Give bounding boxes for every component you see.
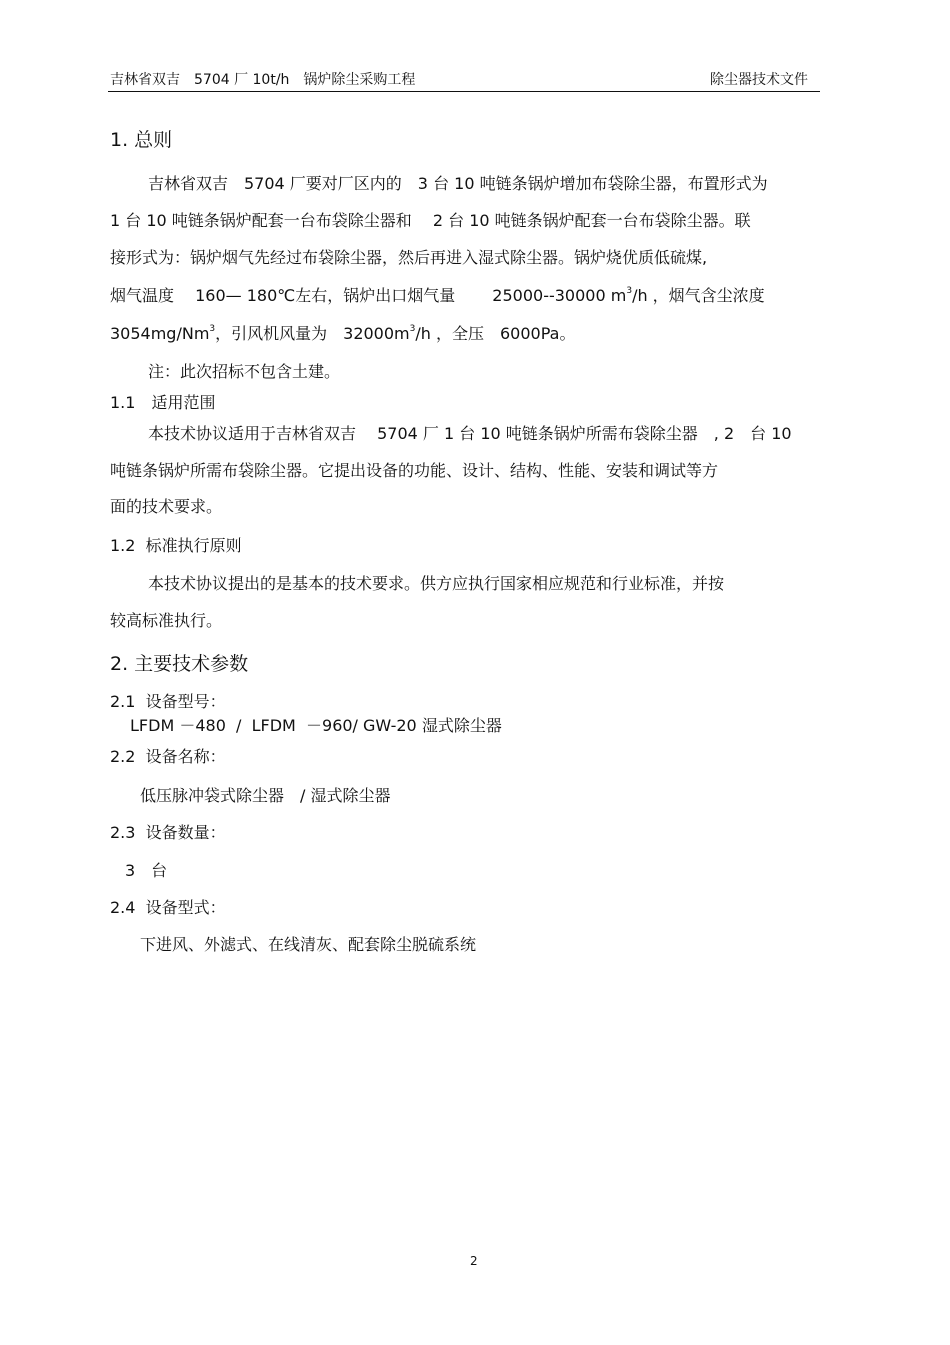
superscript: 3 <box>409 324 416 334</box>
sec1-para-line-2: 1 台 10 吨链条锅炉配套一台布袋除尘器和 2 台 10 吨链条锅炉配套一台布袋除尘器。联 <box>110 211 751 230</box>
sec1-para-line-4 <box>110 286 765 309</box>
flue-gas-text-tail: /h ，烟气含尘浓度 <box>632 286 765 305</box>
header-rule <box>108 91 820 92</box>
section-2-1-title: 2.1 设备型号： <box>110 692 226 711</box>
device-model-value: LFDM －480 / LFDM －960/ GW-20 湿式除尘器 <box>130 716 502 735</box>
device-name-value: 低压脉冲袋式除尘器 / 湿式除尘器 <box>140 786 391 805</box>
section-2-title: 2. 主要技术参数 <box>110 653 249 675</box>
sec1-para-line-1: 吉林省双吉 5704 厂要对厂区内的 3 台 10 吨链条锅炉增加布袋除尘器，布置形式为 <box>148 174 768 193</box>
header-left-title: 吉林省双吉 5704 厂 10t/h 锅炉除尘采购工程 <box>110 72 416 88</box>
sec1-para-line-5 <box>110 324 575 347</box>
header-right-title: 除尘器技术文件 <box>710 72 808 88</box>
section-2-3-title: 2.3 设备数量： <box>110 823 226 842</box>
sec12-line-1: 本技术协议提出的是基本的技术要求。供方应执行国家相应规范和行业标准，并按 <box>148 574 725 593</box>
device-type-value: 下进风、外滤式、在线清灰、配套除尘脱硫系统 <box>140 935 477 954</box>
section-1-2-title: 1.2 标准执行原则 <box>110 536 242 555</box>
page-number: 2 <box>470 1254 478 1268</box>
device-quantity-value: 3 台 <box>125 861 168 880</box>
sec11-line-1: 本技术协议适用于吉林省双吉 5704 厂 1 台 10 吨链条锅炉所需布袋除尘器 , 2 台 10 <box>148 424 792 443</box>
sec11-line-3: 面的技术要求。 <box>110 497 223 516</box>
section-1-1-title: 1.1 适用范围 <box>110 393 216 412</box>
pressure-text: /h ，全压 6000Pa。 <box>415 324 576 343</box>
section-2-2-title: 2.2 设备名称： <box>110 747 226 766</box>
note-line: 注：此次招标不包含土建。 <box>148 362 341 381</box>
sec12-line-2: 较高标准执行。 <box>110 611 223 630</box>
fan-volume-text: ，引风机风量为 32000m <box>215 324 410 343</box>
superscript: 3 <box>626 286 633 296</box>
flue-gas-text: 烟气温度 160— 180℃左右，锅炉出口烟气量 25000--30000 m <box>110 286 627 305</box>
section-2-4-title: 2.4 设备型式： <box>110 898 226 917</box>
dust-concentration: 3054mg/Nm <box>110 324 210 343</box>
sec11-line-2: 吨链条锅炉所需布袋除尘器。它提出设备的功能、设计、结构、性能、安装和调试等方 <box>110 461 719 480</box>
superscript: 3 <box>209 324 216 334</box>
section-1-title: 1. 总则 <box>110 129 173 151</box>
sec1-para-line-3: 接形式为：锅炉烟气先经过布袋除尘器，然后再进入湿式除尘器。锅炉烧优质低硫煤, <box>110 248 708 267</box>
